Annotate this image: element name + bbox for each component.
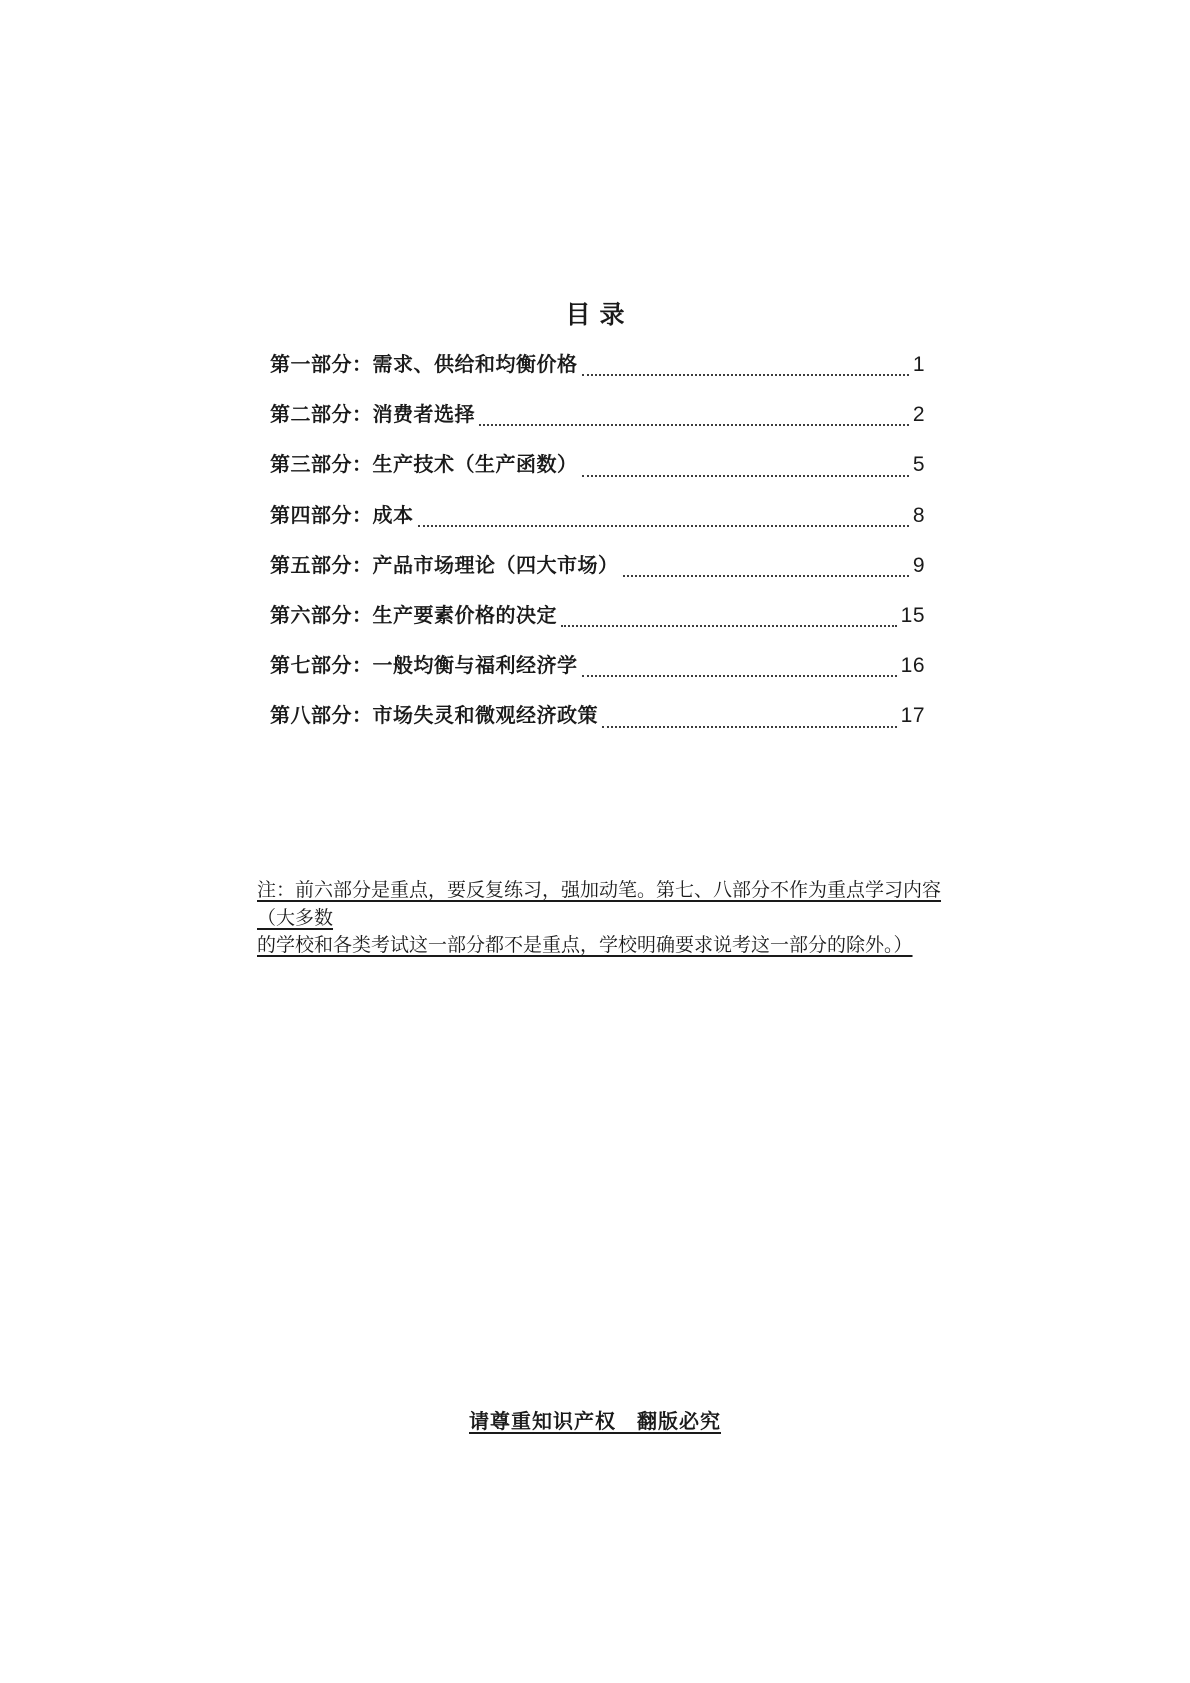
toc-entry [270, 641, 925, 691]
dot-leader [418, 491, 909, 527]
toc-entry [270, 440, 925, 490]
toc-entry-page-number: 17 [900, 704, 925, 728]
toc-entry-label: 第一部分：需求、供给和均衡价格 [270, 354, 578, 376]
toc-entry [270, 691, 925, 741]
study-note-line-2: 的学校和各类考试这一部分都不是重点，学校明确要求说考这一部分的除外。） [257, 935, 913, 956]
study-note-line-1: 注：前六部分是重点，要反复练习，强加动笔。第七、八部分不作为重点学习内容（大多数 [257, 880, 942, 929]
toc-entry-label: 第五部分：产品市场理论（四大市场） [270, 554, 619, 577]
toc-entry [270, 541, 925, 591]
copyright-footer: 请尊重知识产权 翻版必究 [469, 1411, 721, 1433]
toc-entry-label: 第三部分：生产技术（生产函数） [270, 454, 578, 477]
dot-leader [602, 691, 897, 727]
toc-entry-label: 第七部分：一般均衡与福利经济学 [270, 655, 578, 678]
study-note [257, 877, 977, 960]
toc-entry-page-number: 2 [912, 403, 925, 427]
toc-entry-label: 第二部分：消费者选择 [270, 404, 475, 427]
dot-leader [623, 541, 909, 577]
toc-entry [270, 591, 925, 641]
toc-entry-page-number: 5 [912, 453, 925, 477]
toc-entry-page-number: 16 [900, 654, 925, 678]
toc-entry-label: 第六部分：生产要素价格的决定 [270, 604, 557, 627]
toc-entry [270, 340, 925, 390]
toc-entry-page-number: 15 [900, 603, 925, 627]
toc-title: 目录 [565, 302, 634, 329]
toc-entry-label: 第八部分：市场失灵和微观经济政策 [270, 705, 598, 728]
dot-leader [582, 440, 909, 476]
toc-entry-page-number: 1 [912, 353, 925, 376]
dot-leader [582, 641, 897, 677]
dot-leader [479, 390, 909, 426]
dot-leader [561, 591, 897, 627]
toc-entry-label: 第四部分：成本 [270, 504, 414, 527]
dot-leader [582, 340, 909, 376]
toc-entry [270, 491, 925, 541]
table-of-contents [270, 340, 925, 742]
toc-entry-page-number: 8 [912, 503, 925, 527]
toc-entry [270, 390, 925, 440]
toc-entry-page-number: 9 [912, 553, 925, 577]
